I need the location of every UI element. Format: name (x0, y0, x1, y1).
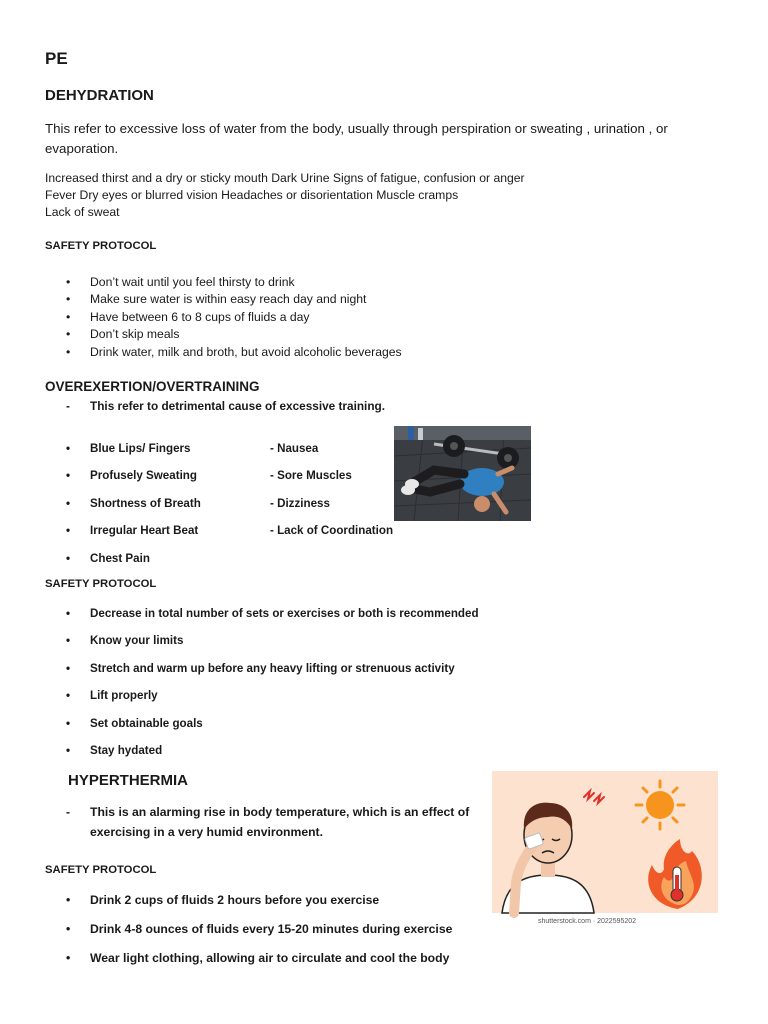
symptom-right: - Dizziness (270, 496, 330, 510)
overexertion-symptoms-list (45, 440, 405, 577)
overexertion-safety-heading: SAFETY PROTOCOL (45, 578, 157, 590)
dehydration-heading: DEHYDRATION (45, 87, 154, 104)
list-item: • Lift properly (45, 687, 645, 714)
sun-icon (636, 781, 684, 829)
list-item: • Decrease in total number of sets or exercises or both is recommended (45, 605, 645, 632)
list-item: • Stay hydated (45, 742, 645, 769)
list-item (45, 550, 405, 577)
symptom-right: - Nausea (270, 442, 319, 455)
list-item: • Wear light clothing, allowing air to circulate and cool the body (45, 949, 495, 978)
list-item (45, 495, 405, 522)
hyperthermia-heading: HYPERTHERMIA (68, 772, 189, 789)
hyperthermia-safety-heading: SAFETY PROTOCOL (45, 864, 157, 876)
symptom-left: Blue Lips/ Fingers (90, 442, 191, 455)
list-item: • Don’t wait until you feel thirsty to drink (45, 274, 695, 291)
list-item (45, 522, 405, 549)
hyperthermia-safety-list (45, 891, 495, 978)
symptom-left: Chest Pain (90, 551, 150, 565)
list-item: • Drink 4-8 ounces of fluids every 15-20 minutes during exercise (45, 920, 495, 949)
symptom-line: Fever Dry eyes or blurred vision Headaches or disorientation Muscle cramps (45, 188, 459, 202)
overheated-man-icon (492, 771, 718, 927)
list-item: • Set obtainable goals (45, 715, 645, 742)
exhausted-athlete-image (394, 426, 531, 521)
overexertion-safety-list (45, 605, 645, 769)
symptom-left: Irregular Heart Beat (90, 524, 199, 538)
dehydration-safety-list (45, 274, 695, 361)
dash-marker: - (66, 399, 70, 413)
dehydration-symptoms (45, 170, 735, 221)
list-item: • Make sure water is within easy reach day and night (45, 291, 695, 308)
image-caption: shutterstock.com · 2022595202 (538, 918, 637, 925)
symptom-left: Shortness of Breath (90, 496, 201, 510)
list-item: • Have between 6 to 8 cups of fluids a day (45, 309, 695, 326)
dehydration-intro: This refer to excessive loss of water from the body, usually through perspiration or sweating , urination , or evaporation. (45, 121, 668, 156)
symptom-line: Increased thirst and a dry or sticky mouth Dark Urine Signs of fatigue, confusion or anger (45, 171, 525, 185)
symptom-line: Lack of sweat (45, 205, 120, 219)
list-item (45, 467, 405, 494)
exhausted-athlete-icon (394, 426, 531, 521)
list-item (45, 440, 405, 467)
symptom-left: Profusely Sweating (90, 469, 197, 483)
list-item: • Drink 2 cups of fluids 2 hours before you exercise (45, 891, 495, 920)
subject-title: PE (45, 49, 68, 68)
symptom-right: - Sore Muscles (270, 469, 352, 483)
overexertion-heading: OVEREXERTION/OVERTRAINING (45, 379, 260, 394)
list-item: • Drink water, milk and broth, but avoid alcoholic beverages (45, 344, 695, 361)
dash-marker: - (66, 805, 71, 819)
list-item: • Know your limits (45, 632, 645, 659)
dehydration-safety-heading: SAFETY PROTOCOL (45, 240, 157, 252)
list-item: • Stretch and warm up before any heavy lifting or strenuous activity (45, 660, 645, 687)
list-item: • Don’t skip meals (45, 326, 695, 343)
overheated-man-image (492, 771, 718, 927)
description-text: This is an alarming rise in body temperature, which is an effect of exercising in a very humid environment. (90, 805, 470, 839)
symptom-right: - Lack of Coordination (270, 524, 394, 538)
description-text: This refer to detrimental cause of excessive training. (90, 399, 386, 413)
